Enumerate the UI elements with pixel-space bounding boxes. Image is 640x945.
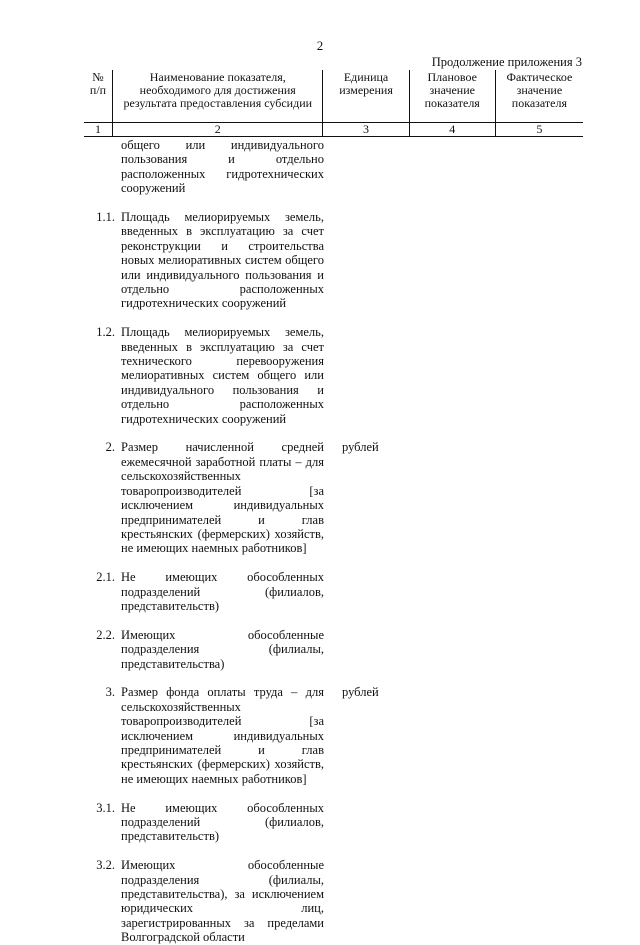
row-unit: рублей [342, 440, 379, 455]
row-number: 3. [105, 685, 115, 700]
table-row [84, 210, 583, 311]
header-indicator-name: Наименование показателя, необходимого для достижения результата предоставления субсидии [113, 70, 323, 123]
table-row [84, 570, 583, 613]
column-number-2: 2 [113, 123, 323, 137]
row-indicator-name: Имеющих обособленные подразделения (филиалы, представительства), за исключением юридических лиц, зарегистрированных за пределами Волгоградской области [121, 858, 324, 945]
continuation-label: Продолжение приложения 3 [431, 55, 582, 69]
column-number-5: 5 [495, 123, 583, 137]
row-number: 2.1. [96, 570, 115, 585]
indicators-table-body [84, 138, 583, 945]
table-row [84, 138, 583, 196]
row-number: 2. [105, 440, 115, 455]
header-actual-value: Фактическое значение показателя [495, 70, 583, 123]
row-indicator-name: Не имеющих обособленных подразделений (филиалов, представительств) [121, 800, 324, 844]
row-number: 2.2. [96, 627, 115, 642]
header-number: № п/п [84, 70, 113, 123]
row-unit: рублей [342, 685, 379, 700]
table-row [84, 801, 583, 844]
table-row [84, 858, 583, 944]
indicators-table-header [84, 70, 583, 137]
row-unit [324, 570, 422, 613]
page-number: 2 [316, 38, 324, 53]
row-indicator-name: Размер начисленной средней ежемесячной заработной платы – для сельскохозяйственных товаропроизводителей [за исключением индивидуальных предпринимателей и глав крестьянских (фермерских) хозяйств, не имеющих наемных работников] [121, 440, 324, 556]
column-number-4: 4 [409, 123, 495, 137]
table-row [84, 628, 583, 671]
row-number: 3.1. [96, 800, 115, 815]
row-number: 3.2. [96, 858, 115, 873]
column-number-1: 1 [84, 123, 113, 137]
row-indicator-name: Не имеющих обособленных подразделений (филиалов, представительств) [121, 570, 324, 613]
row-unit [324, 325, 422, 426]
row-number: 1.2. [96, 325, 115, 340]
table-row [84, 325, 583, 426]
table-row [84, 685, 583, 786]
row-indicator-name: Площадь мелиорируемых земель, введенных в эксплуатацию за счет технического перевооружения мелиоративных систем общего или индивидуального пользования и отдельно расположенных гидротехнических сооружений [121, 325, 324, 426]
row-unit [324, 801, 422, 844]
row-indicator-name: общего или индивидуального пользования и отдельно расположенных гидротехнических сооружений [121, 138, 324, 196]
row-indicator-name: Площадь мелиорируемых земель, введенных в эксплуатацию за счет реконструкции и строительства новых мелиоративных систем общего или индивидуального пользования и отдельно расположенных гидротехнических сооружений [121, 210, 324, 311]
row-unit [324, 138, 422, 196]
table-row [84, 440, 583, 555]
row-number: 1.1. [96, 210, 115, 225]
row-unit [324, 858, 422, 944]
column-number-3: 3 [323, 123, 409, 137]
row-unit [324, 628, 422, 671]
row-indicator-name: Имеющих обособленные подразделения (филиалы, представительства) [121, 627, 324, 671]
row-number [84, 138, 121, 196]
row-indicator-name: Размер фонда оплаты труда – для сельскохозяйственных товаропроизводителей [за исключением индивидуальных предпринимателей и глав крестьянских (фермерских) хозяйств, не имеющих наемных работников] [121, 685, 324, 786]
row-unit [324, 210, 422, 311]
header-planned-value: Плановое значение показателя [409, 70, 495, 123]
header-unit: Единица измерения [323, 70, 409, 123]
